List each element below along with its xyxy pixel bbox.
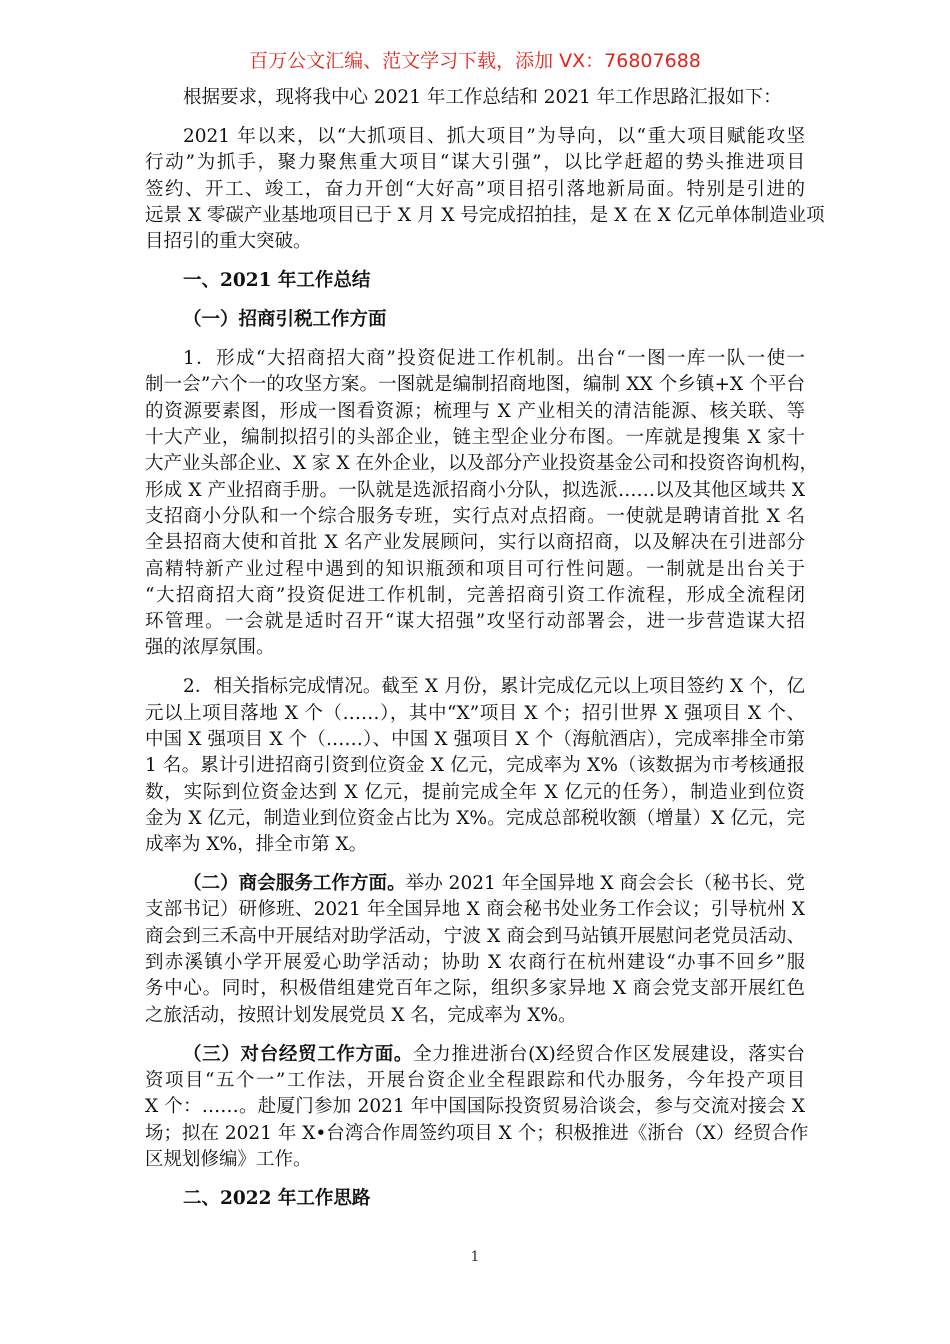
text-line: 成率为 X%，排全市第 X。	[145, 834, 368, 856]
text-line: 二、2022 年工作思路	[183, 1187, 371, 1209]
text-line: “大招商招大商”投资促进工作机制，完善招商引资工作流程，形成全流程闭	[145, 584, 805, 606]
text-line: 强的浓厚氛围。	[145, 637, 275, 659]
text-line: 远景 X 零碳产业基地项目已于 X 月 X 号完成招拍挂，是 X 在 X 亿元单体制造业项	[145, 204, 825, 226]
text-line: 高精特新产业过程中遇到的知识瓶颈和项目可行性问题。一制就是出台关于	[145, 558, 805, 580]
paragraph	[145, 871, 805, 1029]
text-line: 目招引的重大突破。	[145, 231, 312, 253]
text-line: X 个：……。赴厦门参加 2021 年中国国际投资贸易洽谈会，参与交流对接会 X	[145, 1096, 805, 1118]
text-line: 支部书记）研修班、2021 年全国异地 X 商会秘书处业务工作会议；引导杭州 X	[145, 899, 805, 921]
text-line: 行动”为抓手，聚力聚焦重大项目“谋大引强”，以比学赶超的势头推进项目	[145, 152, 805, 174]
text-line: 十大产业，编制拟招引的头部企业，链主型企业分布图。一库就是搜集 X 家十	[145, 427, 805, 449]
text-line: 签约、开工、竣工，奋力开创“大好高”项目招引落地新局面。特别是引进的	[145, 178, 805, 200]
text-line: 形成 X 产业招商手册。一队就是选派招商小分队，拟选派……以及其他区域共 X	[145, 479, 805, 501]
run-in-heading: （二）商会服务工作方面。	[183, 873, 406, 895]
line-text: 举办 2021 年全国异地 X 商会会长（秘书长、党	[405, 873, 805, 895]
text-line: 务中心。同时，积极借组建党百年之际，组织多家异地 X 商会党支部开展红色	[145, 978, 805, 1000]
section-heading	[145, 307, 805, 333]
text-line: 环管理。一会就是适时召开“谋大招强”攻坚行动部署会，进一步营造谋大招	[145, 611, 805, 633]
text-line: 1．形成“大招商招大商”投资促进工作机制。出台“一图一库一队一使一	[183, 348, 805, 370]
text-line: 的资源要素图，形成一图看资源；梳理与 X 产业相关的清洁能源、核关联、等	[145, 400, 805, 422]
text-line: 资项目“五个一”工作法，开展台资企业全程跟踪和代办服务，今年投产项目	[145, 1069, 805, 1091]
text-line: 一、2021 年工作总结	[183, 270, 371, 292]
text-line: 商会到三禾高中开展结对助学活动，宁波 X 商会到马站镇开展慰问老党员活动、	[145, 925, 805, 947]
text-line: 中国 X 强项目 X 个（……）、中国 X 强项目 X 个（海航酒店），完成率排全市第	[145, 728, 805, 750]
text-line: 到赤溪镇小学开展爱心助学活动；协助 X 农商行在杭州建设“办事不回乡”服	[145, 952, 805, 974]
text-line: （一）招商引税工作方面	[183, 309, 387, 331]
text-line	[145, 871, 805, 897]
text-line: 场；拟在 2021 年 X•台湾合作周签约项目 X 个；积极推进《浙台（X）经贸合作	[145, 1122, 809, 1144]
text-line: 制一会”六个一的攻坚方案。一图就是编制招商地图，编制 XX 个乡镇+X 个平台	[145, 374, 805, 396]
paragraph	[145, 1042, 809, 1173]
text-line: 之旅活动，按照计划发展党员 X 名，完成率为 X%。	[145, 1004, 577, 1026]
paragraph	[145, 674, 805, 858]
text-line: 1 名。累计引进招商引资到位资金 X 亿元，完成率为 X%（该数据为市考核通报	[145, 755, 805, 777]
section-heading	[145, 1186, 805, 1212]
text-line: 2．相关指标完成情况。截至 X 月份，累计完成亿元以上项目签约 X 个，亿	[183, 676, 805, 698]
paragraph	[145, 346, 818, 662]
document-body	[145, 85, 825, 1225]
text-line: 数，实际到位资金达到 X 亿元，提前完成全年 X 亿元的任务），制造业到位资	[145, 781, 805, 803]
watermark-banner: 百万公文汇编、范文学习下载，添加 VX：76807688	[249, 50, 701, 72]
text-line: 全县招商大使和首批 X 名产业发展顾问，实行以商招商，以及解决在引进部分	[145, 532, 805, 554]
line-text: 全力推进浙台(X)经贸合作区发展建设，落实台	[413, 1043, 805, 1065]
text-line: 区规划修编》工作。	[145, 1148, 312, 1170]
run-in-heading: （三）对台经贸工作方面。	[183, 1043, 414, 1065]
text-line: 元以上项目落地 X 个（……），其中“X”项目 X 个；招引世界 X 强项目 X 个、	[145, 702, 805, 724]
text-line	[145, 1042, 805, 1068]
section-heading	[145, 268, 805, 294]
paragraph	[145, 124, 825, 255]
text-line: 支招商小分队和一个综合服务专班，实行点对点招商。一使就是聘请首批 X 名	[145, 505, 805, 527]
text-line: 2021 年以来，以“大抓项目、抓大项目”为导向，以“重大项目赋能攻坚	[183, 125, 805, 147]
page-number: 1	[470, 1249, 480, 1265]
text-line: 大产业头部企业、X 家 X 在外企业，以及部分产业投资基金公司和投资咨询机构，	[145, 453, 818, 475]
text-line: 根据要求，现将我中心 2021 年工作总结和 2021 年工作思路汇报如下：	[183, 87, 782, 108]
text-line: 金为 X 亿元，制造业到位资金占比为 X%。完成总部税收额（增量）X 亿元，完	[145, 807, 805, 829]
paragraph	[145, 85, 805, 111]
